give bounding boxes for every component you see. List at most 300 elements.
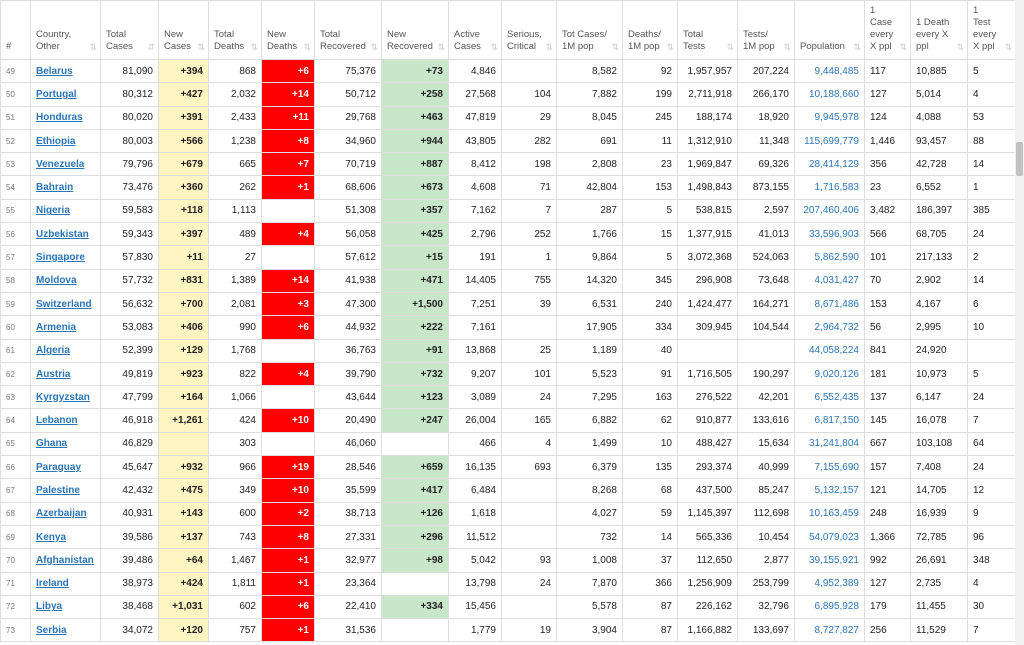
sort-icon[interactable]: ⇅ bbox=[197, 42, 205, 52]
case-every-x-ppl-cell: 667 bbox=[865, 432, 911, 455]
cases-per-1m-cell: 1,766 bbox=[557, 223, 623, 246]
population-cell: 9,448,485 bbox=[795, 60, 865, 83]
country-link-cell bbox=[31, 316, 101, 339]
total-cases-cell: 38,973 bbox=[101, 572, 159, 595]
country-link[interactable]: Ghana bbox=[36, 438, 68, 450]
test-every-x-ppl-cell: 385 bbox=[968, 199, 1016, 222]
total-recovered-cell: 20,490 bbox=[315, 409, 382, 432]
country-link-cell bbox=[31, 223, 101, 246]
death-every-x-ppl-cell: 217,133 bbox=[911, 246, 968, 269]
country-link[interactable]: Afghanistan bbox=[36, 554, 94, 566]
country-link[interactable]: Azerbaijan bbox=[36, 508, 87, 520]
case-every-x-ppl-cell: 23 bbox=[865, 176, 911, 199]
case-every-x-ppl-cell: 70 bbox=[865, 269, 911, 292]
new-recovered-cell: +732 bbox=[382, 362, 449, 385]
tests-per-1m-cell: 15,634 bbox=[738, 432, 795, 455]
country-link[interactable]: Honduras bbox=[36, 112, 83, 124]
active-cases-cell: 4,608 bbox=[449, 176, 502, 199]
country-link[interactable]: Algeria bbox=[36, 345, 70, 357]
total-deaths-cell: 1,238 bbox=[209, 129, 262, 152]
country-link[interactable]: Portugal bbox=[36, 88, 77, 100]
total-cases-cell: 52,399 bbox=[101, 339, 159, 362]
row-number-cell: 49 bbox=[1, 60, 31, 83]
country-link-cell bbox=[31, 386, 101, 409]
new-recovered-cell: +471 bbox=[382, 269, 449, 292]
population-cell: 33,596,903 bbox=[795, 223, 865, 246]
column-header[interactable] bbox=[502, 1, 557, 60]
total-deaths-cell: 990 bbox=[209, 316, 262, 339]
table-row bbox=[1, 502, 1016, 525]
country-link[interactable]: Kyrgyzstan bbox=[36, 391, 90, 403]
active-cases-cell: 4,846 bbox=[449, 60, 502, 83]
new-deaths-cell: +2 bbox=[262, 502, 315, 525]
death-every-x-ppl-cell: 16,939 bbox=[911, 502, 968, 525]
population-cell: 207,460,406 bbox=[795, 199, 865, 222]
country-link[interactable]: Armenia bbox=[36, 321, 77, 333]
serious-critical-cell: 71 bbox=[502, 176, 557, 199]
deaths-per-1m-cell: 92 bbox=[623, 60, 678, 83]
population-cell: 10,163,459 bbox=[795, 502, 865, 525]
new-cases-cell bbox=[159, 432, 209, 455]
total-deaths-cell: 1,811 bbox=[209, 572, 262, 595]
case-every-x-ppl-cell: 566 bbox=[865, 223, 911, 246]
country-link[interactable]: Nigeria bbox=[36, 205, 70, 217]
country-link[interactable]: Singapore bbox=[36, 252, 85, 264]
country-link[interactable]: Lebanon bbox=[36, 415, 78, 427]
tests-per-1m-cell: 133,697 bbox=[738, 619, 795, 642]
sort-icon[interactable]: ⇅ bbox=[666, 42, 674, 52]
active-cases-cell: 27,568 bbox=[449, 83, 502, 106]
column-header-label: Deaths/ 1M pop bbox=[628, 29, 661, 52]
country-link-cell bbox=[31, 199, 101, 222]
test-every-x-ppl-cell: 24 bbox=[968, 386, 1016, 409]
sort-icon[interactable]: ⇵ bbox=[147, 42, 155, 52]
column-header[interactable] bbox=[968, 1, 1016, 60]
death-every-x-ppl-cell: 10,885 bbox=[911, 60, 968, 83]
deaths-per-1m-cell: 240 bbox=[623, 292, 678, 315]
death-every-x-ppl-cell: 10,973 bbox=[911, 362, 968, 385]
death-every-x-ppl-cell: 4,088 bbox=[911, 106, 968, 129]
total-deaths-cell: 743 bbox=[209, 525, 262, 548]
case-every-x-ppl-cell: 248 bbox=[865, 502, 911, 525]
sort-icon[interactable]: ⇅ bbox=[89, 42, 97, 52]
country-link-cell bbox=[31, 595, 101, 618]
new-deaths-cell bbox=[262, 339, 315, 362]
column-header-label: 1 Case every X ppl bbox=[870, 5, 894, 52]
population-cell: 9,020,126 bbox=[795, 362, 865, 385]
total-deaths-cell: 2,081 bbox=[209, 292, 262, 315]
new-deaths-cell: +10 bbox=[262, 409, 315, 432]
sort-icon[interactable]: ⇅ bbox=[490, 42, 498, 52]
column-header-label: Tests/ 1M pop bbox=[743, 29, 775, 52]
total-tests-cell: 1,256,909 bbox=[678, 572, 738, 595]
deaths-per-1m-cell: 366 bbox=[623, 572, 678, 595]
new-recovered-cell: +123 bbox=[382, 386, 449, 409]
sort-icon[interactable]: ⇅ bbox=[437, 42, 445, 52]
new-recovered-cell: +887 bbox=[382, 153, 449, 176]
death-every-x-ppl-cell: 24,920 bbox=[911, 339, 968, 362]
total-tests-cell: 1,957,957 bbox=[678, 60, 738, 83]
new-cases-cell: +566 bbox=[159, 129, 209, 152]
column-header-label: Total Tests bbox=[683, 29, 706, 52]
total-cases-cell: 40,931 bbox=[101, 502, 159, 525]
sort-icon[interactable]: ⇅ bbox=[853, 42, 861, 52]
new-recovered-cell bbox=[382, 572, 449, 595]
total-tests-cell: 276,522 bbox=[678, 386, 738, 409]
tests-per-1m-cell: 253,799 bbox=[738, 572, 795, 595]
case-every-x-ppl-cell: 137 bbox=[865, 386, 911, 409]
table-row bbox=[1, 386, 1016, 409]
sort-icon[interactable]: ⇅ bbox=[611, 42, 619, 52]
total-cases-cell: 42,432 bbox=[101, 479, 159, 502]
row-number-cell: 51 bbox=[1, 106, 31, 129]
sort-icon[interactable]: ⇅ bbox=[956, 42, 964, 52]
total-tests-cell: 1,424,477 bbox=[678, 292, 738, 315]
tests-per-1m-cell: 73,648 bbox=[738, 269, 795, 292]
country-link[interactable]: Venezuela bbox=[36, 158, 85, 170]
total-tests-cell: 1,312,910 bbox=[678, 129, 738, 152]
serious-critical-cell: 755 bbox=[502, 269, 557, 292]
cases-per-1m-cell: 8,582 bbox=[557, 60, 623, 83]
table-row bbox=[1, 362, 1016, 385]
case-every-x-ppl-cell: 127 bbox=[865, 572, 911, 595]
new-recovered-cell: +463 bbox=[382, 106, 449, 129]
new-deaths-cell: +14 bbox=[262, 269, 315, 292]
serious-critical-cell bbox=[502, 60, 557, 83]
new-deaths-cell: +8 bbox=[262, 129, 315, 152]
new-cases-cell: +406 bbox=[159, 316, 209, 339]
cases-per-1m-cell: 7,295 bbox=[557, 386, 623, 409]
column-header[interactable] bbox=[315, 1, 382, 60]
country-link[interactable]: Switzerland bbox=[36, 298, 92, 310]
table-row bbox=[1, 595, 1016, 618]
new-deaths-cell: +6 bbox=[262, 316, 315, 339]
total-recovered-cell: 36,763 bbox=[315, 339, 382, 362]
country-link[interactable]: Austria bbox=[36, 368, 71, 380]
death-every-x-ppl-cell: 68,705 bbox=[911, 223, 968, 246]
scrollbar-thumb[interactable] bbox=[1016, 142, 1023, 176]
cases-per-1m-cell: 732 bbox=[557, 525, 623, 548]
tests-per-1m-cell: 2,597 bbox=[738, 199, 795, 222]
new-recovered-cell: +15 bbox=[382, 246, 449, 269]
sort-icon[interactable]: ⇅ bbox=[545, 42, 553, 52]
case-every-x-ppl-cell: 992 bbox=[865, 549, 911, 572]
column-header[interactable] bbox=[101, 1, 159, 60]
new-deaths-cell: +7 bbox=[262, 153, 315, 176]
total-deaths-cell: 665 bbox=[209, 153, 262, 176]
sort-icon[interactable]: ⇅ bbox=[370, 42, 378, 52]
country-link-cell bbox=[31, 129, 101, 152]
row-number-cell: 63 bbox=[1, 386, 31, 409]
tests-per-1m-cell: 873,155 bbox=[738, 176, 795, 199]
case-every-x-ppl-cell: 179 bbox=[865, 595, 911, 618]
population-cell: 10,188,660 bbox=[795, 83, 865, 106]
population-cell: 1,716,583 bbox=[795, 176, 865, 199]
total-recovered-cell: 44,932 bbox=[315, 316, 382, 339]
country-link[interactable]: Serbia bbox=[36, 624, 67, 636]
column-header-label: New Cases bbox=[164, 29, 191, 52]
total-deaths-cell: 1,389 bbox=[209, 269, 262, 292]
serious-critical-cell: 101 bbox=[502, 362, 557, 385]
deaths-per-1m-cell: 14 bbox=[623, 525, 678, 548]
death-every-x-ppl-cell: 6,552 bbox=[911, 176, 968, 199]
deaths-per-1m-cell: 163 bbox=[623, 386, 678, 409]
country-link-cell bbox=[31, 362, 101, 385]
column-header[interactable] bbox=[209, 1, 262, 60]
country-link-cell bbox=[31, 246, 101, 269]
death-every-x-ppl-cell: 93,457 bbox=[911, 129, 968, 152]
cases-per-1m-cell: 4,027 bbox=[557, 502, 623, 525]
total-recovered-cell: 43,644 bbox=[315, 386, 382, 409]
serious-critical-cell: 165 bbox=[502, 409, 557, 432]
new-cases-cell: +143 bbox=[159, 502, 209, 525]
sort-icon[interactable]: ⇅ bbox=[1004, 42, 1012, 52]
new-deaths-cell: +4 bbox=[262, 362, 315, 385]
deaths-per-1m-cell: 135 bbox=[623, 456, 678, 479]
case-every-x-ppl-cell: 3,482 bbox=[865, 199, 911, 222]
tests-per-1m-cell: 41,013 bbox=[738, 223, 795, 246]
population-cell: 4,031,427 bbox=[795, 269, 865, 292]
total-recovered-cell: 51,308 bbox=[315, 199, 382, 222]
deaths-per-1m-cell: 11 bbox=[623, 129, 678, 152]
column-header-label: Population bbox=[800, 41, 845, 52]
death-every-x-ppl-cell: 72,785 bbox=[911, 525, 968, 548]
row-number-cell: 69 bbox=[1, 525, 31, 548]
tests-per-1m-cell: 190,297 bbox=[738, 362, 795, 385]
active-cases-cell: 47,819 bbox=[449, 106, 502, 129]
new-deaths-cell: +14 bbox=[262, 83, 315, 106]
country-link[interactable]: Bahrain bbox=[36, 182, 74, 194]
deaths-per-1m-cell: 153 bbox=[623, 176, 678, 199]
total-deaths-cell: 1,768 bbox=[209, 339, 262, 362]
table-row bbox=[1, 339, 1016, 362]
total-deaths-cell: 1,066 bbox=[209, 386, 262, 409]
population-cell: 28,414,129 bbox=[795, 153, 865, 176]
total-deaths-cell: 602 bbox=[209, 595, 262, 618]
row-number-cell: 54 bbox=[1, 176, 31, 199]
column-header[interactable] bbox=[1, 1, 31, 60]
country-link-cell bbox=[31, 176, 101, 199]
population-cell: 8,671,486 bbox=[795, 292, 865, 315]
row-number-cell: 68 bbox=[1, 502, 31, 525]
deaths-per-1m-cell: 87 bbox=[623, 619, 678, 642]
sort-icon[interactable]: ⇅ bbox=[783, 42, 791, 52]
case-every-x-ppl-cell: 101 bbox=[865, 246, 911, 269]
new-recovered-cell: +296 bbox=[382, 525, 449, 548]
table-row bbox=[1, 432, 1016, 455]
country-link[interactable]: Uzbekistan bbox=[36, 228, 89, 240]
population-cell: 4,952,389 bbox=[795, 572, 865, 595]
country-link[interactable]: Ethiopia bbox=[36, 135, 76, 147]
country-link[interactable]: Ireland bbox=[36, 578, 69, 590]
column-header[interactable] bbox=[31, 1, 101, 60]
tests-per-1m-cell: 18,920 bbox=[738, 106, 795, 129]
deaths-per-1m-cell: 62 bbox=[623, 409, 678, 432]
new-recovered-cell: +944 bbox=[382, 129, 449, 152]
column-header[interactable] bbox=[159, 1, 209, 60]
serious-critical-cell bbox=[502, 316, 557, 339]
new-recovered-cell: +73 bbox=[382, 60, 449, 83]
total-tests-cell: 437,500 bbox=[678, 479, 738, 502]
new-cases-cell: +923 bbox=[159, 362, 209, 385]
total-deaths-cell: 2,433 bbox=[209, 106, 262, 129]
case-every-x-ppl-cell: 181 bbox=[865, 362, 911, 385]
deaths-per-1m-cell: 5 bbox=[623, 199, 678, 222]
column-header[interactable] bbox=[557, 1, 623, 60]
country-link-cell bbox=[31, 292, 101, 315]
new-deaths-cell: +1 bbox=[262, 572, 315, 595]
column-header-label: New Deaths bbox=[267, 29, 298, 52]
column-header[interactable] bbox=[449, 1, 502, 60]
active-cases-cell: 11,512 bbox=[449, 525, 502, 548]
new-deaths-cell: +8 bbox=[262, 525, 315, 548]
new-cases-cell: +360 bbox=[159, 176, 209, 199]
tests-per-1m-cell: 104,544 bbox=[738, 316, 795, 339]
new-cases-cell: +831 bbox=[159, 269, 209, 292]
new-cases-cell: +118 bbox=[159, 199, 209, 222]
active-cases-cell: 26,004 bbox=[449, 409, 502, 432]
new-recovered-cell: +126 bbox=[382, 502, 449, 525]
column-header[interactable] bbox=[865, 1, 911, 60]
population-cell: 31,241,804 bbox=[795, 432, 865, 455]
total-tests-cell bbox=[678, 339, 738, 362]
country-link[interactable]: Paraguay bbox=[36, 461, 82, 473]
case-every-x-ppl-cell: 153 bbox=[865, 292, 911, 315]
total-recovered-cell: 56,058 bbox=[315, 223, 382, 246]
serious-critical-cell: 1 bbox=[502, 246, 557, 269]
case-every-x-ppl-cell: 56 bbox=[865, 316, 911, 339]
column-header[interactable] bbox=[795, 1, 865, 60]
vertical-scrollbar[interactable] bbox=[1015, 0, 1024, 645]
test-every-x-ppl-cell: 5 bbox=[968, 362, 1016, 385]
country-link[interactable]: Libya bbox=[36, 601, 63, 613]
active-cases-cell: 7,162 bbox=[449, 199, 502, 222]
row-number-cell: 62 bbox=[1, 362, 31, 385]
row-number-cell: 59 bbox=[1, 292, 31, 315]
new-recovered-cell: +258 bbox=[382, 83, 449, 106]
active-cases-cell: 9,207 bbox=[449, 362, 502, 385]
total-deaths-cell: 600 bbox=[209, 502, 262, 525]
case-every-x-ppl-cell: 145 bbox=[865, 409, 911, 432]
total-cases-cell: 49,819 bbox=[101, 362, 159, 385]
serious-critical-cell: 7 bbox=[502, 199, 557, 222]
active-cases-cell: 2,796 bbox=[449, 223, 502, 246]
deaths-per-1m-cell: 37 bbox=[623, 549, 678, 572]
new-recovered-cell: +98 bbox=[382, 549, 449, 572]
row-number-cell: 70 bbox=[1, 549, 31, 572]
total-recovered-cell: 32,977 bbox=[315, 549, 382, 572]
total-recovered-cell: 39,790 bbox=[315, 362, 382, 385]
country-link-cell bbox=[31, 456, 101, 479]
total-cases-cell: 47,799 bbox=[101, 386, 159, 409]
country-link-cell bbox=[31, 83, 101, 106]
tests-per-1m-cell: 133,616 bbox=[738, 409, 795, 432]
test-every-x-ppl-cell: 348 bbox=[968, 549, 1016, 572]
sort-icon[interactable]: ⇅ bbox=[726, 42, 734, 52]
total-cases-cell: 39,486 bbox=[101, 549, 159, 572]
country-link-cell bbox=[31, 409, 101, 432]
deaths-per-1m-cell: 87 bbox=[623, 595, 678, 618]
active-cases-cell: 7,251 bbox=[449, 292, 502, 315]
column-header[interactable] bbox=[911, 1, 968, 60]
table-row bbox=[1, 129, 1016, 152]
test-every-x-ppl-cell: 88 bbox=[968, 129, 1016, 152]
new-recovered-cell bbox=[382, 432, 449, 455]
total-recovered-cell: 22,410 bbox=[315, 595, 382, 618]
case-every-x-ppl-cell: 1,446 bbox=[865, 129, 911, 152]
table-row bbox=[1, 619, 1016, 642]
tests-per-1m-cell: 524,063 bbox=[738, 246, 795, 269]
column-header[interactable] bbox=[382, 1, 449, 60]
deaths-per-1m-cell: 199 bbox=[623, 83, 678, 106]
sort-icon[interactable]: ⇅ bbox=[250, 42, 258, 52]
sort-icon[interactable]: ⇅ bbox=[303, 42, 311, 52]
total-cases-cell: 80,003 bbox=[101, 129, 159, 152]
total-deaths-cell: 822 bbox=[209, 362, 262, 385]
total-recovered-cell: 27,331 bbox=[315, 525, 382, 548]
cases-per-1m-cell: 42,804 bbox=[557, 176, 623, 199]
population-cell: 2,964,732 bbox=[795, 316, 865, 339]
column-header[interactable] bbox=[738, 1, 795, 60]
country-link-cell bbox=[31, 502, 101, 525]
total-tests-cell: 1,377,915 bbox=[678, 223, 738, 246]
population-cell: 6,552,435 bbox=[795, 386, 865, 409]
active-cases-cell: 13,798 bbox=[449, 572, 502, 595]
new-recovered-cell: +1,500 bbox=[382, 292, 449, 315]
column-header-label: Total Recovered bbox=[320, 29, 366, 52]
total-recovered-cell: 28,546 bbox=[315, 456, 382, 479]
population-cell: 54,079,023 bbox=[795, 525, 865, 548]
total-deaths-cell: 966 bbox=[209, 456, 262, 479]
total-recovered-cell: 70,719 bbox=[315, 153, 382, 176]
new-recovered-cell: +91 bbox=[382, 339, 449, 362]
table-row bbox=[1, 456, 1016, 479]
total-recovered-cell: 29,768 bbox=[315, 106, 382, 129]
table-row bbox=[1, 246, 1016, 269]
row-number-cell: 52 bbox=[1, 129, 31, 152]
active-cases-cell: 8,412 bbox=[449, 153, 502, 176]
table-body bbox=[1, 60, 1016, 642]
country-link[interactable]: Moldova bbox=[36, 275, 77, 287]
column-header[interactable] bbox=[623, 1, 678, 60]
country-link[interactable]: Palestine bbox=[36, 484, 80, 496]
row-number-cell: 65 bbox=[1, 432, 31, 455]
total-tests-cell: 112,650 bbox=[678, 549, 738, 572]
cases-per-1m-cell: 17,905 bbox=[557, 316, 623, 339]
test-every-x-ppl-cell: 14 bbox=[968, 153, 1016, 176]
active-cases-cell: 43,805 bbox=[449, 129, 502, 152]
cases-per-1m-cell: 5,523 bbox=[557, 362, 623, 385]
country-link[interactable]: Kenya bbox=[36, 531, 67, 543]
country-link[interactable]: Belarus bbox=[36, 65, 73, 77]
case-every-x-ppl-cell: 157 bbox=[865, 456, 911, 479]
column-header[interactable] bbox=[262, 1, 315, 60]
test-every-x-ppl-cell: 64 bbox=[968, 432, 1016, 455]
tests-per-1m-cell: 69,326 bbox=[738, 153, 795, 176]
column-header-label: 1 Test every X ppl bbox=[973, 5, 997, 52]
row-number-cell: 55 bbox=[1, 199, 31, 222]
total-deaths-cell: 1,467 bbox=[209, 549, 262, 572]
serious-critical-cell: 4 bbox=[502, 432, 557, 455]
sort-icon[interactable]: ⇅ bbox=[899, 42, 907, 52]
new-deaths-cell bbox=[262, 386, 315, 409]
new-deaths-cell: +4 bbox=[262, 223, 315, 246]
table-row bbox=[1, 223, 1016, 246]
total-deaths-cell: 303 bbox=[209, 432, 262, 455]
column-header[interactable] bbox=[678, 1, 738, 60]
total-cases-cell: 57,732 bbox=[101, 269, 159, 292]
country-link-cell bbox=[31, 479, 101, 502]
